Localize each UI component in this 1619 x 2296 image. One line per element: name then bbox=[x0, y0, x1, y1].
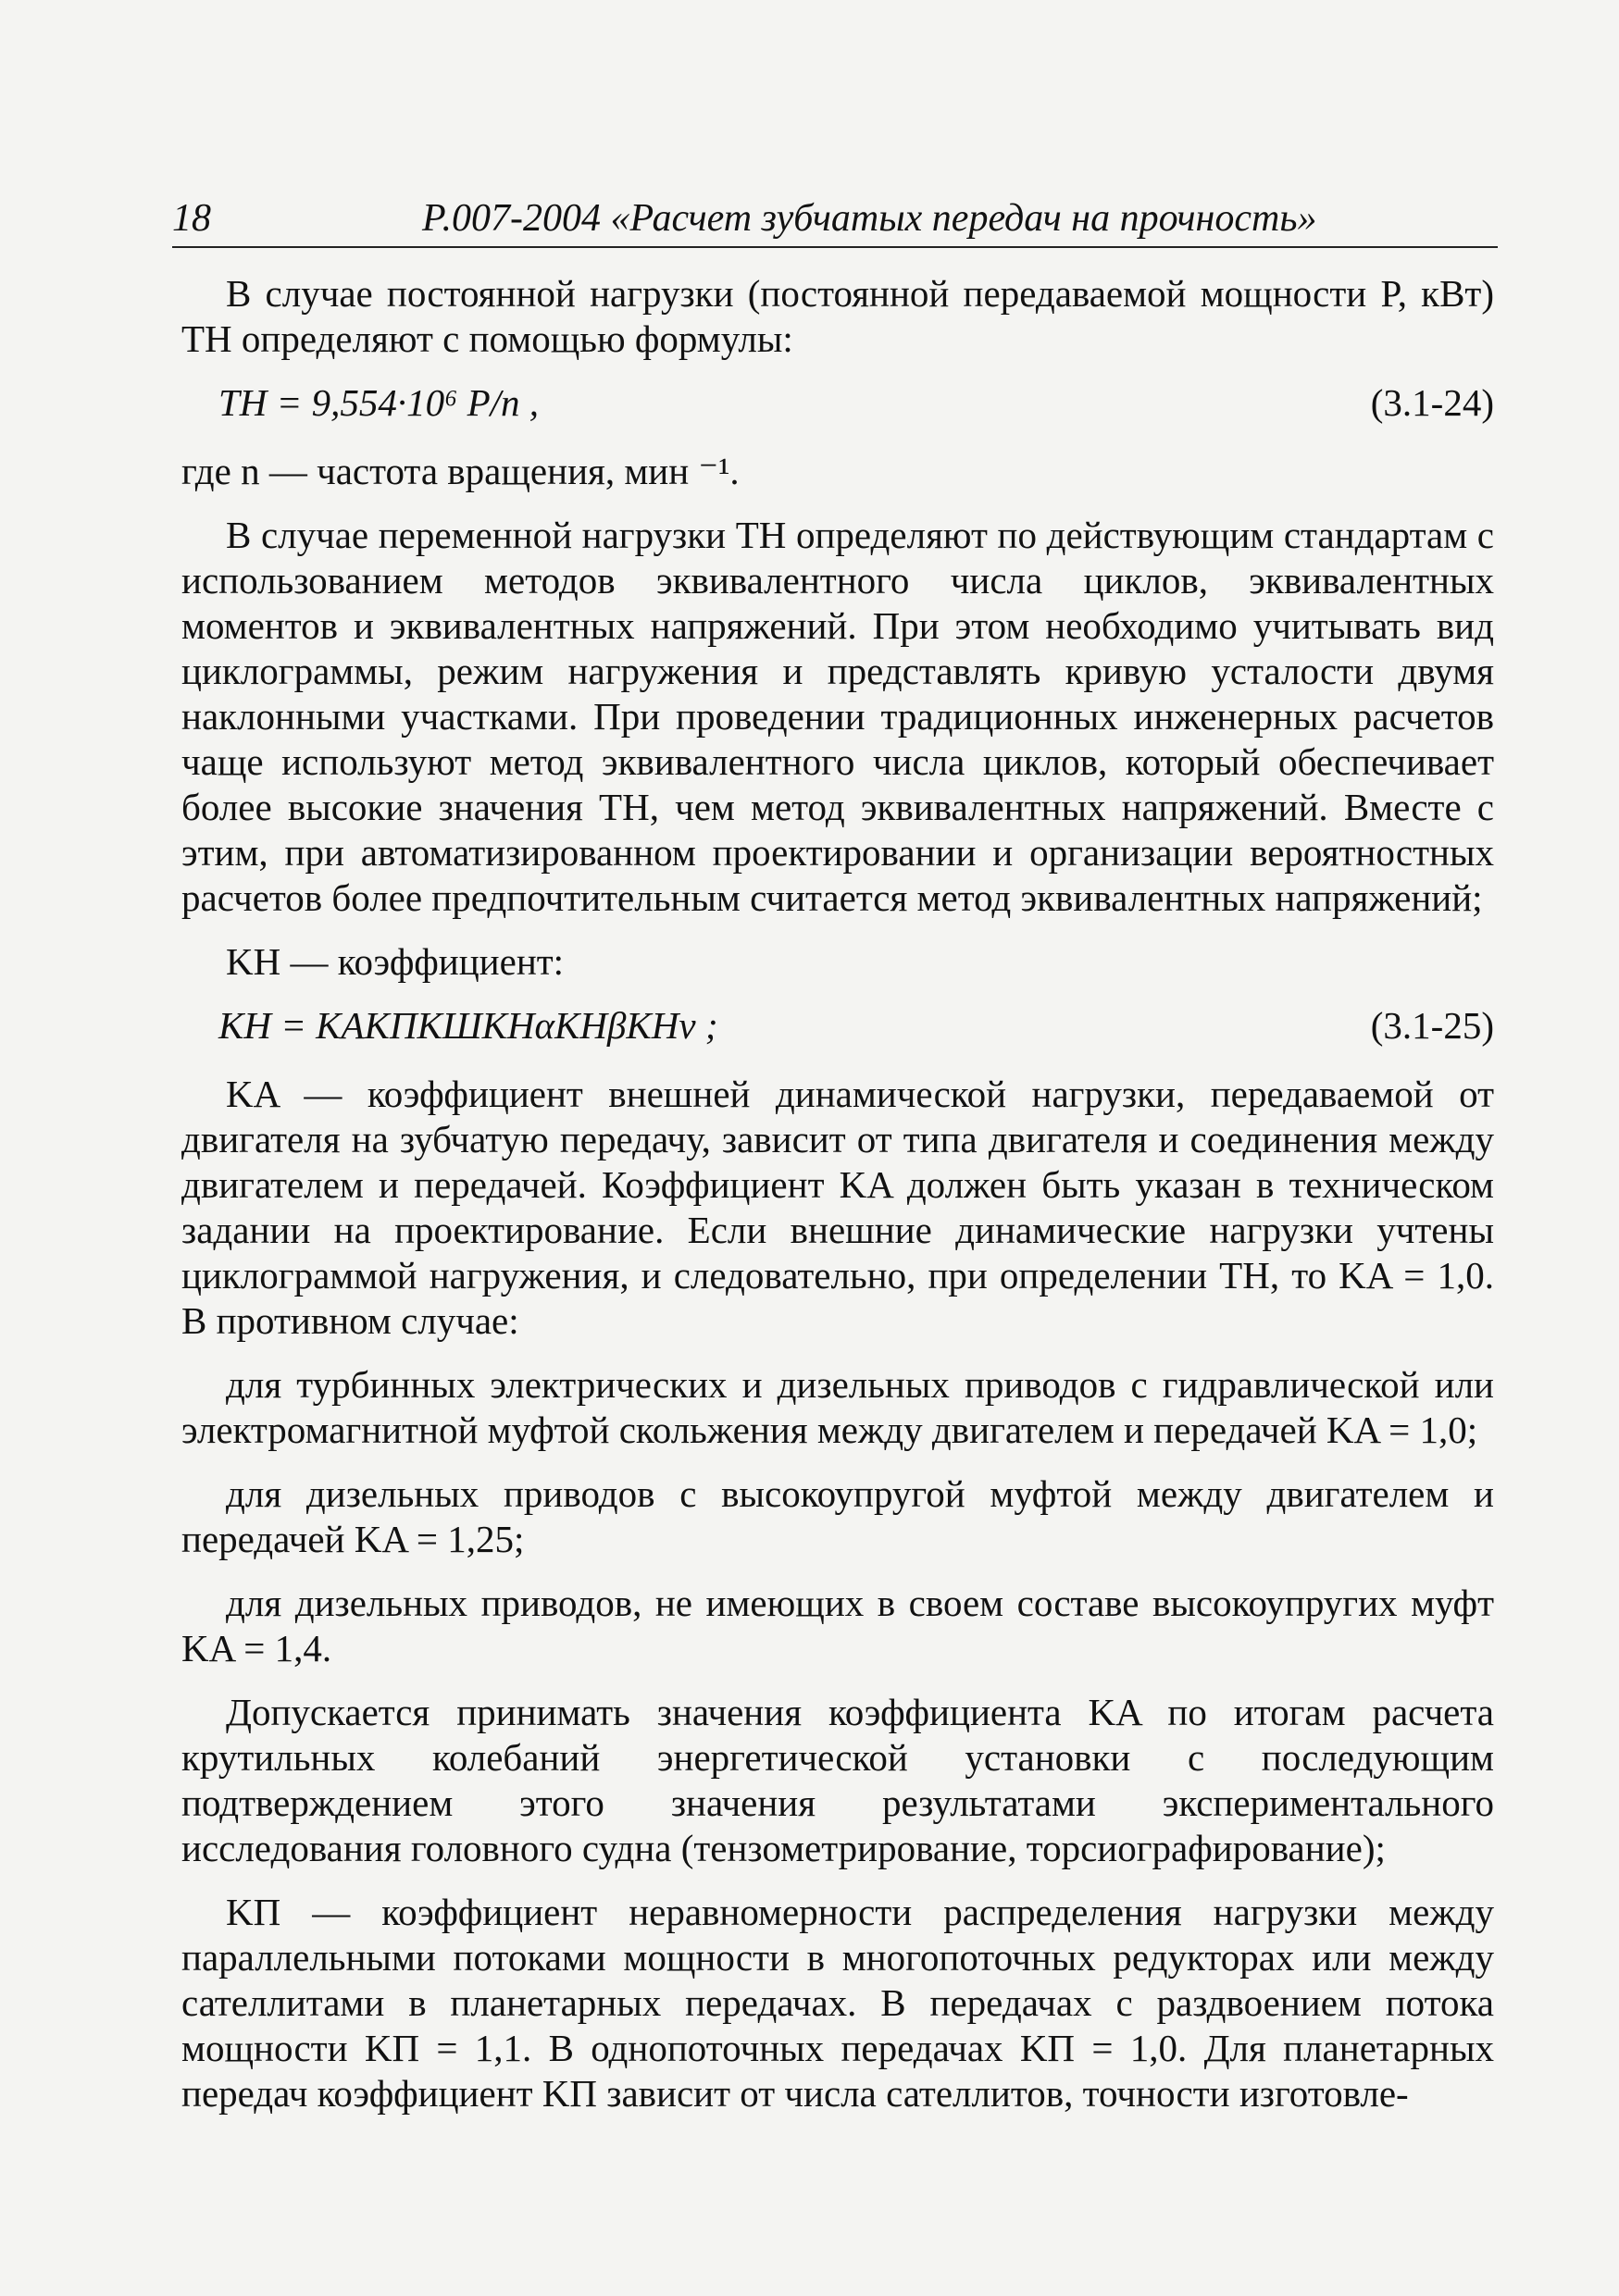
formula-number: (3.1-25) bbox=[1370, 1004, 1494, 1047]
paragraph-variable-load: В случае переменной нагрузки TН определяют по действующим стандартам с использованием методов эквивалентного числа циклов, эквивалентных моментов и эквивалентных напряжений. При этом необходимо учитывать вид циклограммы, режим нагружения и представлять кривую усталости двумя наклонными участками. При проведении традиционных инженерных расчетов чаще используют метод эквивалентного числа циклов, который обеспечивает более высокие значения TН, чем метод эквивалентных напряжений. Вместе с этим, при автоматизированном проектировании и организации вероятностных расчетов более предпочтительным считается метод эквивалентных напряжений; bbox=[181, 514, 1494, 919]
formula-3-1-25 bbox=[181, 1003, 1494, 1057]
paragraph-kh-definition: KН — коэффициент: bbox=[226, 940, 565, 983]
paragraph-where-n: где n — частота вращения, мин ⁻¹. bbox=[181, 450, 740, 492]
paragraph-ka-torsional: Допускается принимать значения коэффициента KA по итогам расчета крутильных колебаний энергетической установки с последующим подтверждением этого значения результатами экспериментального исследования головного судна (тензометрирование, торсиографирование); bbox=[181, 1691, 1494, 1869]
formula-number: (3.1-24) bbox=[1370, 381, 1494, 424]
list-item-elastic-coupling: для дизельных приводов с высокоупругой муфтой между двигателем и передачей KA = 1,25; bbox=[181, 1472, 1494, 1560]
list-item-turbine-drives: для турбинных электрических и дизельных приводов с гидравлической или электромагнитной муфтой скольжения между двигателем и передачей KA = 1,0; bbox=[181, 1363, 1494, 1451]
paragraph-ka-definition: KA — коэффициент внешней динамической нагрузки, передаваемой от двигателя на зубчатую передачу, зависит от типа двигателя и соединения между двигателем и передачей. Коэффициент KA должен быть указан в техническом задании на проектирование. Если внешние динамические нагрузки учтены циклограммой нагружения, и следовательно, при определении TН, то KA = 1,0. В противном случае: bbox=[181, 1073, 1494, 1342]
page-body bbox=[181, 271, 1494, 2135]
paragraph-constant-load: В случае постоянной нагрузки (постоянной передаваемой мощности P, кВт) TН определяют с помощью формулы: bbox=[181, 272, 1494, 360]
list-item-no-elastic-coupling: для дизельных приводов, не имеющих в своем составе высокоупругих муфт KA = 1,4. bbox=[181, 1582, 1494, 1669]
paragraph-kp-definition: KП — коэффициент неравномерности распределения нагрузки между параллельными потоками мощности в многопоточных редукторах или между сателлитами в планетарных передачах. В передачах с раздвоением потока мощности KП = 1,1. В однопоточных передачах KП = 1,0. Для планетарных передач коэффициент KП зависит от числа сателлитов, точности изготовле- bbox=[181, 1891, 1494, 2115]
page-header bbox=[172, 192, 1498, 248]
page-number: 18 bbox=[172, 197, 211, 240]
formula-3-1-24 bbox=[181, 380, 1494, 434]
formula-expression: KН = KAKПKШKНαKНβKНv ; bbox=[218, 1004, 718, 1047]
running-title: Р.007-2004 «Расчет зубчатых передач на прочность» bbox=[422, 197, 1317, 240]
formula-expression: TН = 9,554·10⁶ P/n , bbox=[218, 381, 540, 424]
